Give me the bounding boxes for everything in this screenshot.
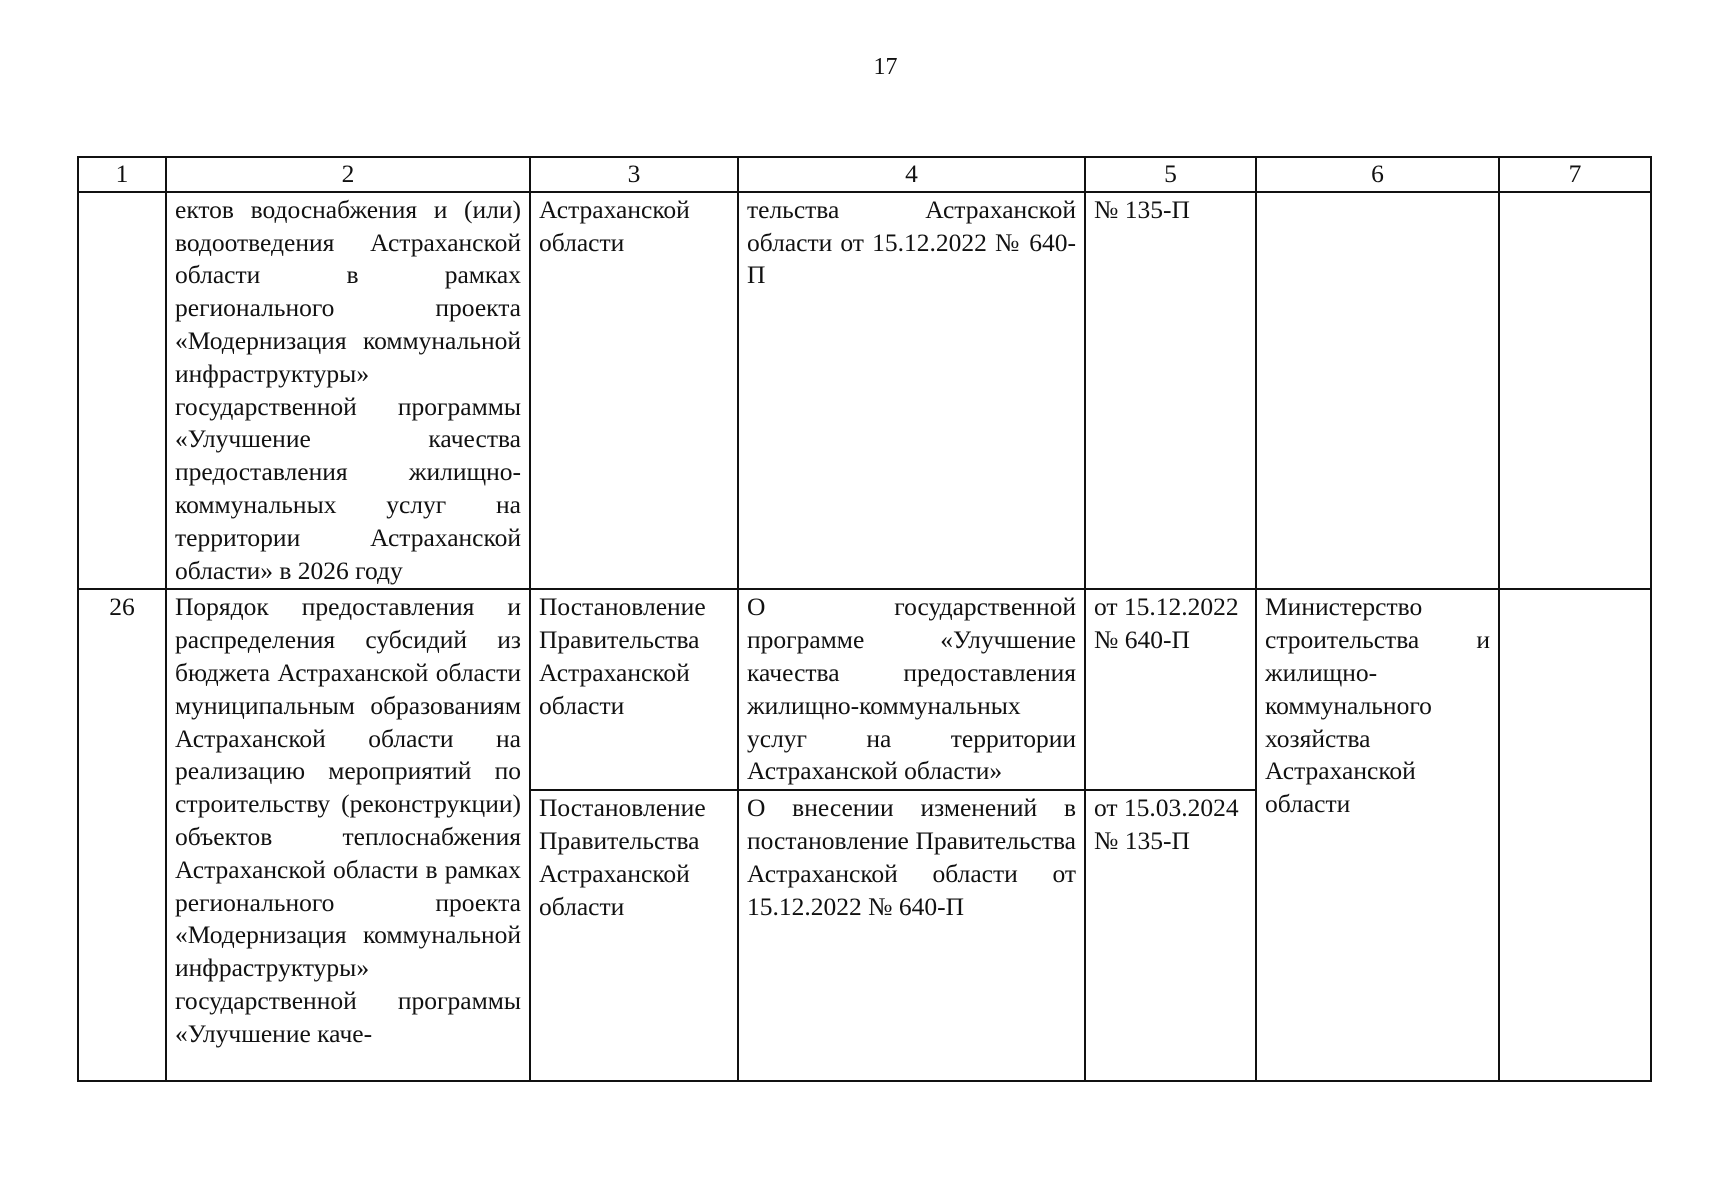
cell-number: 26 <box>78 589 166 1081</box>
column-header: 5 <box>1085 157 1256 192</box>
header-row <box>78 157 1651 192</box>
cell-responsible <box>1256 192 1499 590</box>
column-header: 4 <box>738 157 1085 192</box>
cell-doc-type: Постановление Правительства Астраханской области <box>530 790 738 1081</box>
column-header: 7 <box>1499 157 1651 192</box>
cell-doc-title: тельства Астраханской области от 15.12.2022 № 640-П <box>738 192 1085 590</box>
column-header: 3 <box>530 157 738 192</box>
regulations-table <box>77 156 1652 1082</box>
cell-number <box>78 192 166 590</box>
cell-doc-type: Астраханской области <box>530 192 738 590</box>
cell-name: ектов водоснабжения и (или) водоотведения Астраханской области в рамках регионального проекта «Модернизация коммунальной инфраструктуры» государственной программы «Улучшение качества предоставления жилищно-коммунальных услуг на территории Астраханской области» в 2026 году <box>166 192 530 590</box>
page-number: 17 <box>873 54 898 80</box>
cell-doc-number: от 15.03.2024 № 135-П <box>1085 790 1256 1081</box>
column-header: 6 <box>1256 157 1499 192</box>
cell-name: Порядок предоставления и распределения субсидий из бюджета Астраханской области муниципальным образованиям Астраханской области на реализацию мероприятий по строительству (реконструкции) объектов теплоснабжения Астраханской области в рамках регионального проекта «Модернизация коммунальной инфраструктуры» государственной программы «Улучшение каче- <box>166 589 530 1081</box>
cell-doc-number: от 15.12.2022 № 640-П <box>1085 589 1256 790</box>
cell-note <box>1499 589 1651 1081</box>
cell-doc-number: № 135-П <box>1085 192 1256 590</box>
cell-note <box>1499 192 1651 590</box>
cell-doc-title: О государственной программе «Улучшение качества предоставления жилищно-коммунальных услуг на территории Астраханской области» <box>738 589 1085 790</box>
cell-doc-type: Постановление Правительства Астраханской области <box>530 589 738 790</box>
table-row-continued <box>78 192 1651 590</box>
table-row-26 <box>78 589 1651 790</box>
column-header: 2 <box>166 157 530 192</box>
cell-responsible: Министерство строительства и жилищно-коммунального хозяйства Астраханской области <box>1256 589 1499 1081</box>
column-header: 1 <box>78 157 166 192</box>
cell-doc-title: О внесении изменений в постановление Правительства Астраханской области от 15.12.2022 № 640-П <box>738 790 1085 1081</box>
